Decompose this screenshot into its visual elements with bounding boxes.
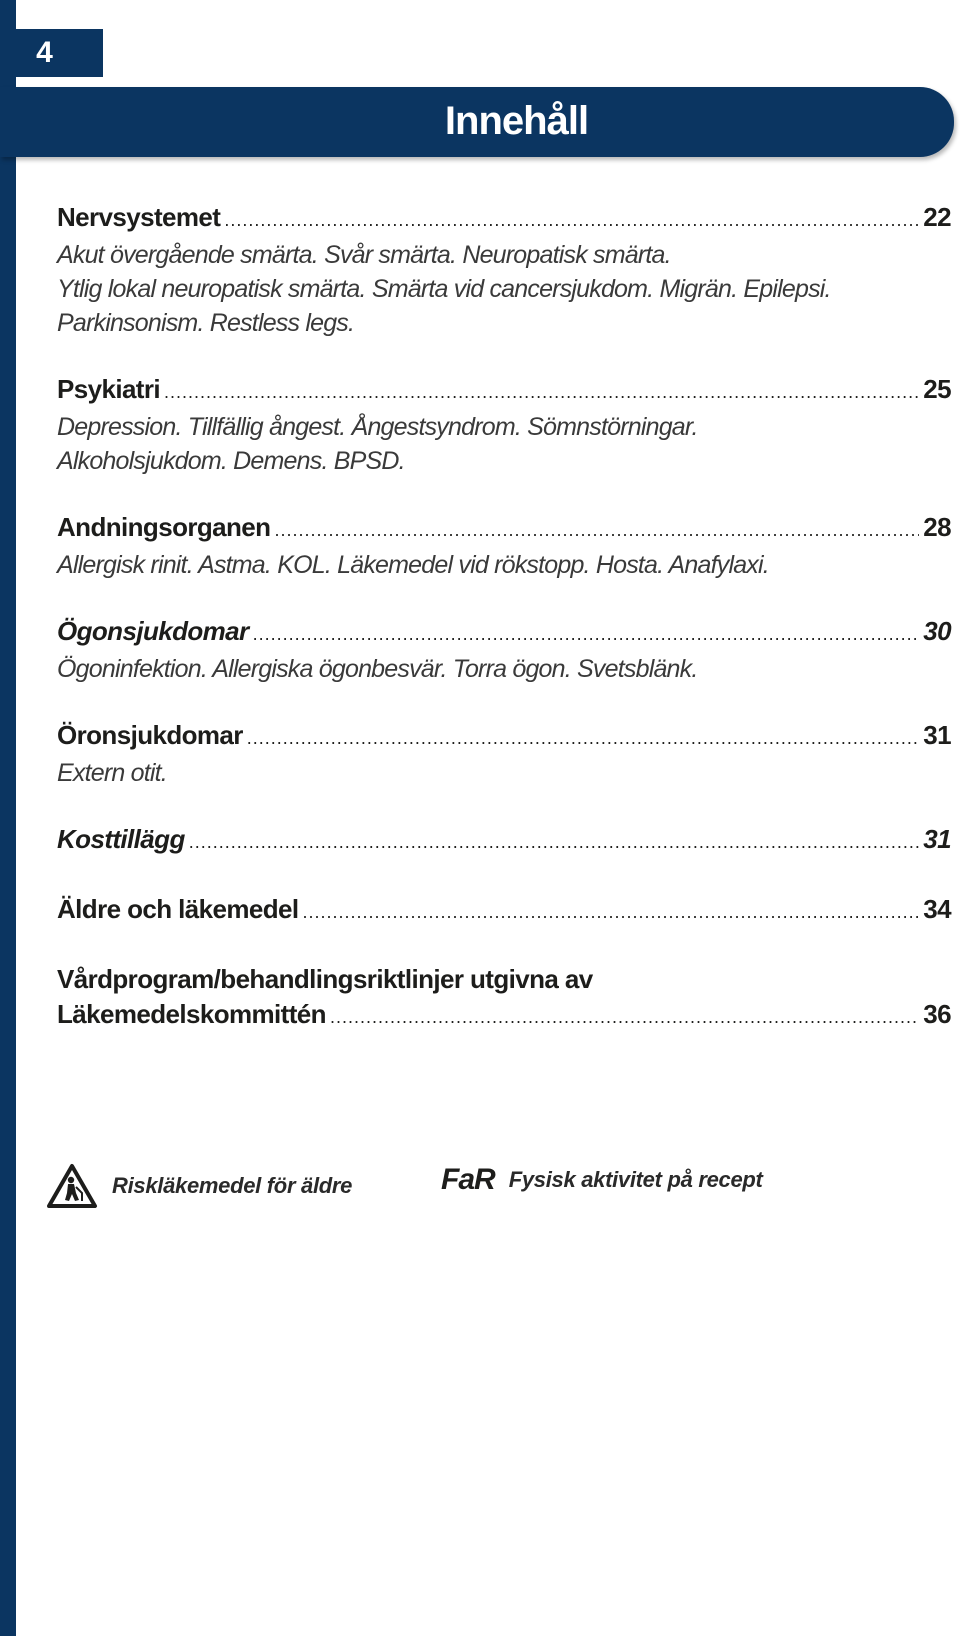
toc-entry-kosttillagg[interactable] [57, 822, 951, 860]
page-title: Innehåll [444, 99, 589, 143]
dot-leader [330, 1000, 919, 1035]
toc-heading [57, 614, 951, 652]
toc-label: Nervsystemet [57, 202, 221, 232]
toc-page: 22 [923, 202, 951, 232]
toc-heading [57, 892, 951, 930]
toc-entry-ogonsjukdomar[interactable] [57, 614, 951, 686]
legend-far-label: Fysisk aktivitet på recept [508, 1167, 763, 1192]
toc-label: Kosttillägg [57, 824, 185, 854]
toc-label: Psykiatri [57, 374, 161, 404]
toc-heading [57, 997, 951, 1035]
dot-leader [224, 203, 919, 238]
toc-desc: Parkinsonism. Restless legs. [57, 309, 355, 337]
toc-desc: Depression. Tillfällig ångest. Ångestsyndrom. Sömnstörningar. [57, 413, 698, 441]
table-of-contents [57, 200, 951, 1035]
toc-desc: Ögoninfektion. Allergiska ögonbesvär. Torra ögon. Svetsblänk. [57, 655, 698, 683]
dot-leader [247, 721, 919, 756]
toc-heading [57, 718, 951, 756]
toc-entry-aldre[interactable] [57, 892, 951, 930]
toc-heading [57, 510, 951, 548]
toc-page: 25 [923, 374, 951, 404]
far-logo: FaR [441, 1163, 495, 1196]
side-bar [0, 0, 16, 1636]
toc-desc: Extern otit. [57, 759, 167, 787]
toc-label: Öronsjukdomar [57, 720, 243, 750]
toc-desc: Alkoholsjukdom. Demens. BPSD. [57, 447, 405, 475]
dot-leader [302, 895, 919, 930]
toc-page: 36 [923, 999, 951, 1029]
toc-heading [57, 372, 951, 410]
toc-entry-vardprogram[interactable] [57, 962, 951, 1035]
toc-label: Andningsorganen [57, 512, 271, 542]
elderly-warning-icon [46, 1163, 98, 1209]
toc-page: 31 [923, 824, 951, 854]
legend-risk [46, 1163, 352, 1209]
toc-heading [57, 822, 951, 860]
toc-entry-oronsjukdomar[interactable] [57, 718, 951, 790]
toc-desc: Akut övergående smärta. Svår smärta. Neuropatisk smärta. [57, 241, 671, 269]
page-number-text: 4 [36, 36, 53, 69]
toc-desc: Ytlig lokal neuropatisk smärta. Smärta vid cancersjukdom. Migrän. Epilepsi. [57, 275, 831, 303]
dot-leader [164, 375, 919, 410]
toc-heading-line: Vårdprogram/behandlingsriktlinjer utgivna av [57, 964, 593, 994]
dot-leader [274, 513, 919, 548]
toc-page: 30 [923, 616, 951, 646]
toc-label: Läkemedelskommittén [57, 999, 326, 1029]
toc-entry-psykiatri[interactable] [57, 372, 951, 478]
toc-label: Ögonsjukdomar [57, 616, 249, 646]
page-number [16, 29, 103, 77]
legend-risk-label: Riskläkemedel för äldre [112, 1173, 353, 1198]
legend [46, 1163, 946, 1203]
toc-entry-nervsystemet[interactable] [57, 200, 951, 340]
toc-desc: Allergisk rinit. Astma. KOL. Läkemedel vid rökstopp. Hosta. Anafylaxi. [57, 551, 769, 579]
dot-leader [253, 617, 920, 652]
toc-entry-andningsorganen[interactable] [57, 510, 951, 582]
legend-far [441, 1163, 763, 1197]
toc-label: Äldre och läkemedel [57, 894, 299, 924]
dot-leader [189, 825, 920, 860]
toc-page: 28 [923, 512, 951, 542]
toc-page: 31 [923, 720, 951, 750]
toc-heading [57, 200, 951, 238]
toc-page: 34 [923, 894, 951, 924]
